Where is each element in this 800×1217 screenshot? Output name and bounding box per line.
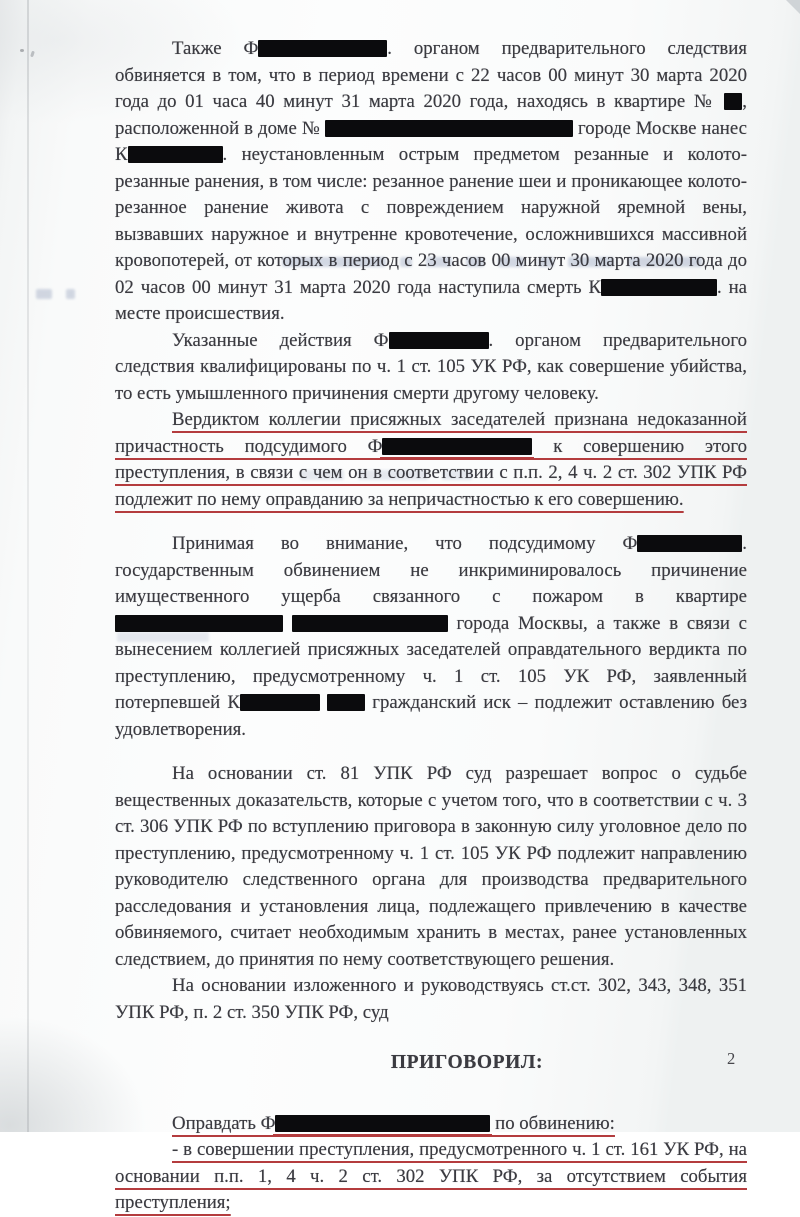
redaction-box [258,40,387,57]
text-run: - в совершении преступления, предусмотренного ч. 1 ст. 161 УК РФ, на основании п.п. 1, 4 ч. 2 ст. 302 УПК РФ, за отсутствием события преступления; [115,1139,747,1213]
redaction-box [637,535,742,552]
text-run: На основании ст. 81 УПК РФ суд разрешает вопрос о судьбе вещественных доказательств, которые с учетом того, что в соответствии с ч. 3 ст. 306 УПК РФ по вступлению приговора в законную силу уголовное дело по преступлению, предусмотренному ч. 1 ст. 105 УК РФ подлежит направлению руководителю следственного органа для производства предварительного расследования и установления лица, подлежащего привлечению в качестве обвиняемого, считает необходимым хранить в местах, ранее установленных следствием, до принятия по нему соответствующего решения. [115,763,747,970]
text-run: к совершению этого преступления, в связи с чем он в соответствии с п.п. 2, 4 ч. 2 ст. 302 УПК РФ подлежит по нему оправданию за непричастностью к его совершению. [115,435,747,510]
redaction-box [382,438,532,455]
text-run: ПРИГОВОРИЛ: [390,1052,544,1073]
text-run: Принимая во внимание, что подсудимому Ф [172,533,638,554]
redaction-box [601,279,717,296]
document-body [115,36,747,1217]
para-legal-basis [115,973,747,1026]
scan-speck [30,51,35,58]
text-run: . государственным обвинением не инкриминировалось причинение имущественного ущерба связанного с пожаром в квартире [115,533,747,607]
para-qualification [115,328,747,408]
para-evidence [115,761,747,973]
bleed-through-text [36,289,75,299]
redaction-box [389,332,489,349]
text-run: Оправдать Ф [172,1112,276,1134]
text-run [283,613,292,634]
redaction-box [115,615,283,632]
text-run: . органом предварительного следствия квалифицированы по ч. 1 ст. 105 УК РФ, как совершение убийства, то есть умышленного причинения смерти другому человеку. [115,329,747,404]
text-run: , расположенной в доме № [115,91,747,139]
text-run: . органом предварительного следствия обвиняется в том, что в период времени с 22 часов 00 минут 30 марта 2020 года до 01 часа 40 минут 31 марта 2020 года, находясь в квартире № [115,38,747,112]
page-fold-crease [27,0,29,1132]
text-run: На основании изложенного и руководствуясь ст.ст. 302, 343, 348, 351 УПК РФ, п. 2 ст. 350 УПК РФ, суд [115,975,747,1023]
scan-speck [20,49,24,52]
corner-fold-mark [786,0,800,14]
para-jury-verdict [115,407,747,513]
text-run: Вердиктом коллегии присяжных заседателей признана недоказанной причастность подсудимого Ф [115,409,747,457]
text-run [320,692,327,713]
verdict-heading [151,1050,783,1077]
text-run: Также Ф [172,38,259,59]
para-acquittal-grounds [115,1137,747,1217]
text-run: Указанные действия Ф [172,329,389,351]
para-accusation [115,36,747,328]
page-number: 2 [727,1049,736,1068]
redaction-box [240,694,320,711]
para-acquittal [115,1111,747,1138]
redaction-box [275,1115,490,1132]
text-run: городе Москве нанес К [115,117,747,165]
redaction-box [292,615,448,632]
text-run: города Москвы, а также в связи с вынесением коллегией присяжных заседателей оправдательного вердикта по преступлению, предусмотренному ч. 1 ст. 105 УК РФ, заявленный потерпевшей К [115,612,747,713]
text-run: гражданский иск – подлежит оставлению без удовлетворения. [115,692,747,740]
text-run: по обвинению: [490,1112,615,1134]
text-run: . неустановленным острым предметом резанные и колото-резанные ранения, в том числе: резанное ранение шеи и проникающее колото-резанное ранение живота с повреждением наружной яремной вены, вызвавших наружное и внутренне кровотечение, осложнившихся массивной кровопотерей, от которых в период с 23 часов 00 минут 30 марта 2020 года до 02 часов 00 минут 31 марта 2020 года наступила смерть К [115,144,747,298]
redaction-box [128,146,223,163]
text-run: . на месте происшествия. [115,276,747,324]
redaction-box [724,93,742,110]
redaction-box [327,694,365,711]
para-civil-claim [115,531,747,743]
redaction-box [325,120,573,137]
